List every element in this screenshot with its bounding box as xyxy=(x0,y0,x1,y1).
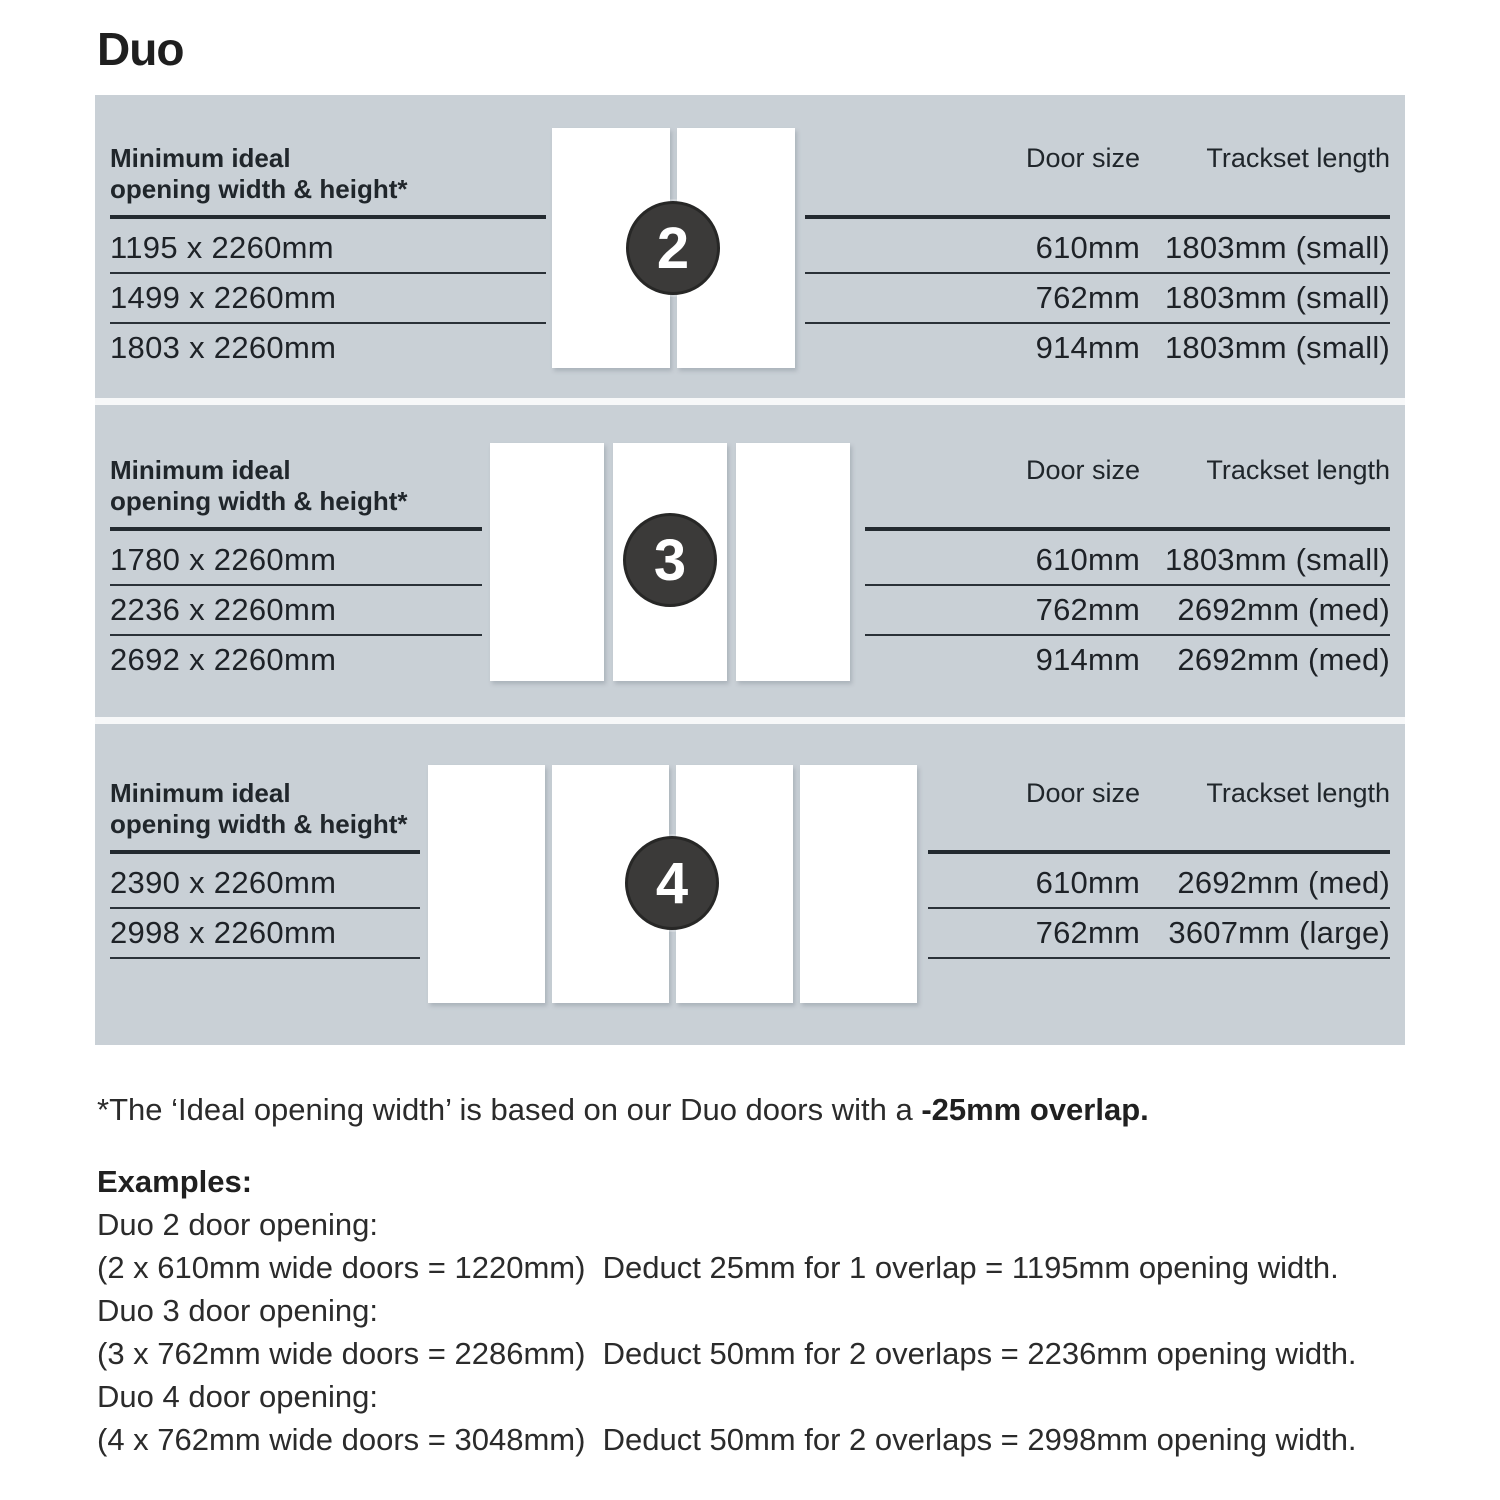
door-size-value: 914mm xyxy=(1035,642,1140,677)
door-size-value: 610mm xyxy=(1035,230,1140,265)
trackset-length-value: 2692mm (med) xyxy=(1177,642,1390,677)
example-detail: (4 x 762mm wide doors = 3048mm) Deduct 50mm for 2 overlaps = 2998mm opening width. xyxy=(97,1422,1357,1457)
example-label: Duo 2 door opening: xyxy=(97,1207,378,1242)
footnote-text: *The ‘Ideal opening width’ is based on our Duo doors with a xyxy=(97,1092,922,1127)
door-count-badge: 3 xyxy=(623,513,717,607)
door-panel xyxy=(490,443,604,681)
col-door-size: Door size xyxy=(1025,778,1140,808)
door-size-table-3 xyxy=(865,455,1390,684)
door-size-value: 762mm xyxy=(1035,280,1140,315)
opening-size-value: 1780 x 2260mm xyxy=(110,536,482,586)
trackset-length-value: 3607mm (large) xyxy=(1168,915,1390,950)
header-rule xyxy=(110,527,482,531)
opening-size-value: 1195 x 2260mm xyxy=(110,224,546,274)
opening-size-header xyxy=(110,455,482,527)
footnote xyxy=(97,1088,1149,1131)
opening-size-value: 2390 x 2260mm xyxy=(110,859,420,909)
trackset-length-value: 2692mm (med) xyxy=(1177,865,1390,900)
page-title: Duo xyxy=(97,23,184,75)
opening-size-header-line2: opening width & height* xyxy=(110,174,408,204)
door-size-table-header xyxy=(865,455,1390,527)
table-row xyxy=(805,224,1390,274)
section-duo-2-door xyxy=(95,95,1405,398)
section-divider xyxy=(95,398,1405,405)
section-duo-4-door xyxy=(95,724,1405,1045)
duo-size-chart-panel xyxy=(95,95,1405,1045)
door-count-badge: 4 xyxy=(625,836,719,930)
door-count-badge: 2 xyxy=(626,201,720,295)
door-panel xyxy=(736,443,850,681)
example-label: Duo 3 door opening: xyxy=(97,1293,378,1328)
door-diagram-4 xyxy=(428,765,917,1003)
opening-size-rows xyxy=(110,859,420,959)
opening-size-header-line1: Minimum ideal xyxy=(110,778,291,808)
door-size-rows xyxy=(805,224,1390,372)
table-row xyxy=(928,859,1390,909)
table-row xyxy=(865,536,1390,586)
example-detail: (2 x 610mm wide doors = 1220mm) Deduct 25mm for 1 overlap = 1195mm opening width. xyxy=(97,1250,1339,1285)
door-diagram-3 xyxy=(490,443,850,681)
trackset-length-value: 1803mm (small) xyxy=(1164,542,1390,577)
door-size-table-header xyxy=(928,778,1390,850)
col-door-size: Door size xyxy=(1025,143,1140,173)
opening-size-header-line2: opening width & height* xyxy=(110,809,408,839)
example-detail: (3 x 762mm wide doors = 2286mm) Deduct 50mm for 2 overlaps = 2236mm opening width. xyxy=(97,1336,1357,1371)
door-size-table-2 xyxy=(805,143,1390,372)
door-size-value: 914mm xyxy=(1035,330,1140,365)
table-row xyxy=(805,274,1390,324)
door-size-rows xyxy=(928,859,1390,959)
example-label: Duo 4 door opening: xyxy=(97,1379,378,1414)
col-trackset-length: Trackset length xyxy=(1206,143,1390,173)
trackset-length-value: 1803mm (small) xyxy=(1164,330,1390,365)
opening-size-header xyxy=(110,143,546,215)
col-door-size: Door size xyxy=(1025,455,1140,485)
trackset-length-value: 2692mm (med) xyxy=(1177,592,1390,627)
opening-size-value: 1499 x 2260mm xyxy=(110,274,546,324)
door-size-value: 762mm xyxy=(1035,915,1140,950)
opening-size-value: 2998 x 2260mm xyxy=(110,909,420,959)
opening-size-header-line1: Minimum ideal xyxy=(110,143,291,173)
opening-size-table-3 xyxy=(110,455,482,684)
table-row xyxy=(865,636,1390,684)
trackset-length-value: 1803mm (small) xyxy=(1164,230,1390,265)
header-rule xyxy=(928,850,1390,854)
trackset-length-value: 1803mm (small) xyxy=(1164,280,1390,315)
table-row xyxy=(928,909,1390,959)
examples-heading: Examples: xyxy=(97,1164,253,1199)
section-duo-3-door xyxy=(95,405,1405,717)
section-divider xyxy=(95,717,1405,724)
opening-size-header-line2: opening width & height* xyxy=(110,486,408,516)
opening-size-table-2 xyxy=(110,143,546,372)
opening-size-table-4 xyxy=(110,778,420,959)
opening-size-header-line1: Minimum ideal xyxy=(110,455,291,485)
opening-size-rows xyxy=(110,536,482,684)
table-row xyxy=(865,586,1390,636)
opening-size-value: 1803 x 2260mm xyxy=(110,330,337,365)
door-panel xyxy=(428,765,545,1003)
opening-size-rows xyxy=(110,224,546,372)
door-diagram-2 xyxy=(552,128,795,368)
opening-size-header xyxy=(110,778,420,850)
door-size-value: 610mm xyxy=(1035,542,1140,577)
examples-block xyxy=(97,1160,1357,1461)
footnote-bold-text: -25mm overlap. xyxy=(921,1092,1149,1127)
door-size-value: 762mm xyxy=(1035,592,1140,627)
header-rule xyxy=(110,215,546,219)
table-row xyxy=(805,324,1390,372)
door-size-table-4 xyxy=(928,778,1390,959)
door-size-rows xyxy=(865,536,1390,684)
opening-size-value: 2236 x 2260mm xyxy=(110,586,482,636)
col-trackset-length: Trackset length xyxy=(1206,455,1390,485)
header-rule xyxy=(110,850,420,854)
opening-size-value: 2692 x 2260mm xyxy=(110,642,337,677)
header-rule xyxy=(805,215,1390,219)
door-size-value: 610mm xyxy=(1035,865,1140,900)
door-size-table-header xyxy=(805,143,1390,215)
door-panel xyxy=(800,765,917,1003)
header-rule xyxy=(865,527,1390,531)
col-trackset-length: Trackset length xyxy=(1206,778,1390,808)
